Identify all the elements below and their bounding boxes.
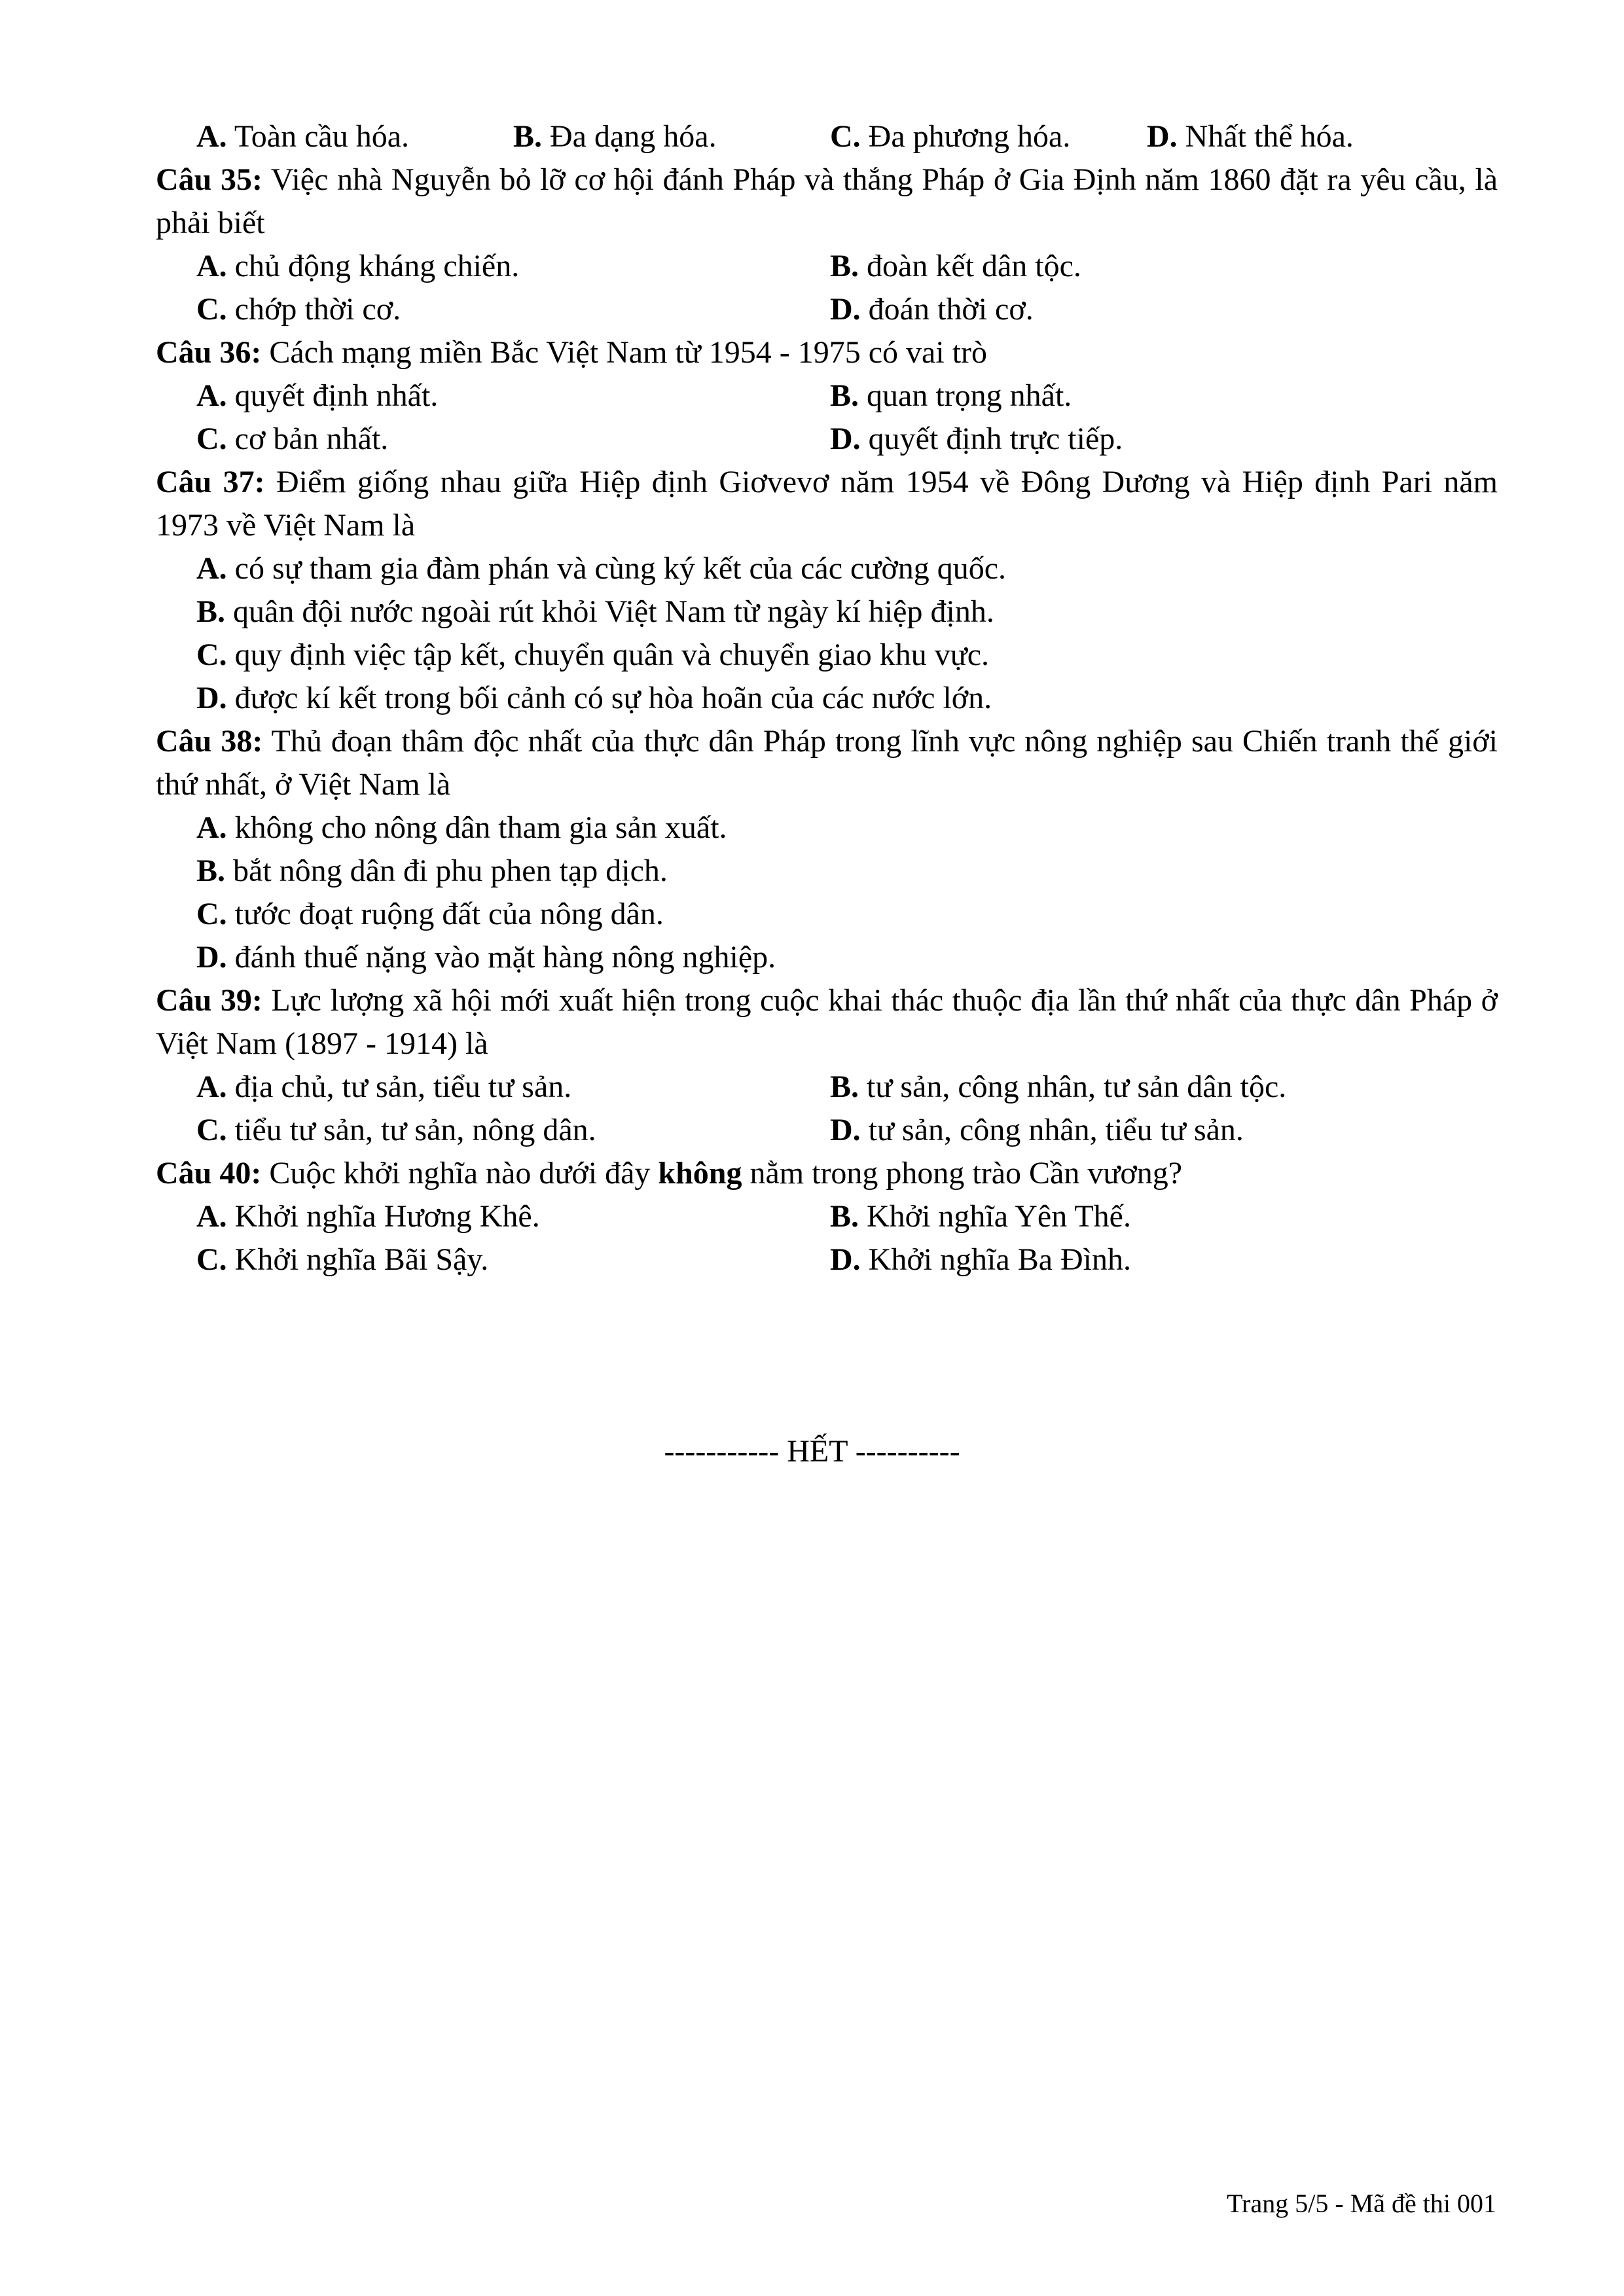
option-b: B. quan trọng nhất. [830, 378, 1072, 413]
option-c: C. tước đoạt ruộng đất của nông dân. [196, 897, 664, 931]
option-a: A. địa chủ, tư sản, tiểu tư sản. [196, 1069, 572, 1104]
top-options-row [156, 115, 1498, 158]
option-d: D. được kí kết trong bối cảnh có sự hòa hoãn của các nước lớn. [196, 681, 992, 715]
option-c: C. Khởi nghĩa Bãi Sậy. [196, 1242, 489, 1277]
question-text: Câu 36: Cách mạng miền Bắc Việt Nam từ 1954 - 1975 có vai trò [156, 335, 988, 370]
end-marker: ----------- HẾT ---------- [664, 1434, 960, 1469]
option-c: C. quy định việc tập kết, chuyển quân và chuyển giao khu vực. [196, 637, 990, 672]
option-d: D. Nhất thể hóa. [1147, 119, 1354, 154]
question-text: Câu 38: Thủ đoạn thâm độc nhất của thực dân Pháp trong lĩnh vực nông nghiệp sau Chiến tranh thế giới thứ nhất, ở Việt Nam là [156, 724, 1498, 802]
question-text: Câu 39: Lực lượng xã hội mới xuất hiện trong cuộc khai thác thuộc địa lần thứ nhất của thực dân Pháp ở Việt Nam (1897 - 1914) là [156, 983, 1498, 1061]
question-36 [156, 331, 1498, 461]
option-a: A. Toàn cầu hóa. [196, 119, 409, 154]
option-d: D. quyết định trực tiếp. [830, 422, 1123, 456]
option-b: B. tư sản, công nhân, tư sản dân tộc. [830, 1069, 1287, 1104]
option-c: C. tiểu tư sản, tư sản, nông dân. [196, 1113, 596, 1147]
option-d: D. đoán thời cơ. [830, 292, 1034, 327]
question-40 [156, 1152, 1498, 1282]
question-text: Câu 40: Cuộc khởi nghĩa nào dưới đây không nằm trong phong trào Cần vương? [156, 1156, 1183, 1191]
option-a: A. Khởi nghĩa Hương Khê. [196, 1199, 540, 1234]
option-d: D. đánh thuế nặng vào mặt hàng nông nghiệp. [196, 940, 776, 975]
question-text: Câu 37: Điểm giống nhau giữa Hiệp định Giơvevơ năm 1954 về Đông Dương và Hiệp định Pari năm 1973 về Việt Nam là [156, 465, 1498, 543]
exam-page-content [156, 115, 1498, 1282]
option-a: A. chủ động kháng chiến. [196, 249, 520, 283]
option-b: B. Khởi nghĩa Yên Thế. [830, 1199, 1131, 1234]
option-a: A. không cho nông dân tham gia sản xuất. [196, 810, 727, 845]
option-a: A. quyết định nhất. [196, 378, 439, 413]
option-b: B. quân đội nước ngoài rút khỏi Việt Nam từ ngày kí hiệp định. [196, 594, 994, 629]
question-35 [156, 158, 1498, 331]
option-b: B. đoàn kết dân tộc. [830, 249, 1081, 283]
option-a: A. có sự tham gia đàm phán và cùng ký kết của các cường quốc. [196, 551, 1007, 586]
option-b: B. Đa dạng hóa. [513, 119, 717, 154]
question-39 [156, 979, 1498, 1152]
question-text: Câu 35: Việc nhà Nguyễn bỏ lỡ cơ hội đánh Pháp và thắng Pháp ở Gia Định năm 1860 đặt ra yêu cầu, là phải biết [156, 162, 1498, 240]
option-c: C. cơ bản nhất. [196, 422, 389, 456]
option-c: C. chớp thời cơ. [196, 292, 401, 327]
emphasis-word: không [658, 1156, 742, 1191]
page-footer: Trang 5/5 - Mã đề thi 001 [1227, 2189, 1496, 2218]
option-c: C. Đa phương hóa. [830, 119, 1071, 154]
question-38 [156, 720, 1498, 979]
option-b: B. bắt nông dân đi phu phen tạp dịch. [196, 853, 668, 888]
question-37 [156, 461, 1498, 720]
option-d: D. tư sản, công nhân, tiểu tư sản. [830, 1113, 1244, 1147]
option-d: D. Khởi nghĩa Ba Đình. [830, 1242, 1132, 1277]
